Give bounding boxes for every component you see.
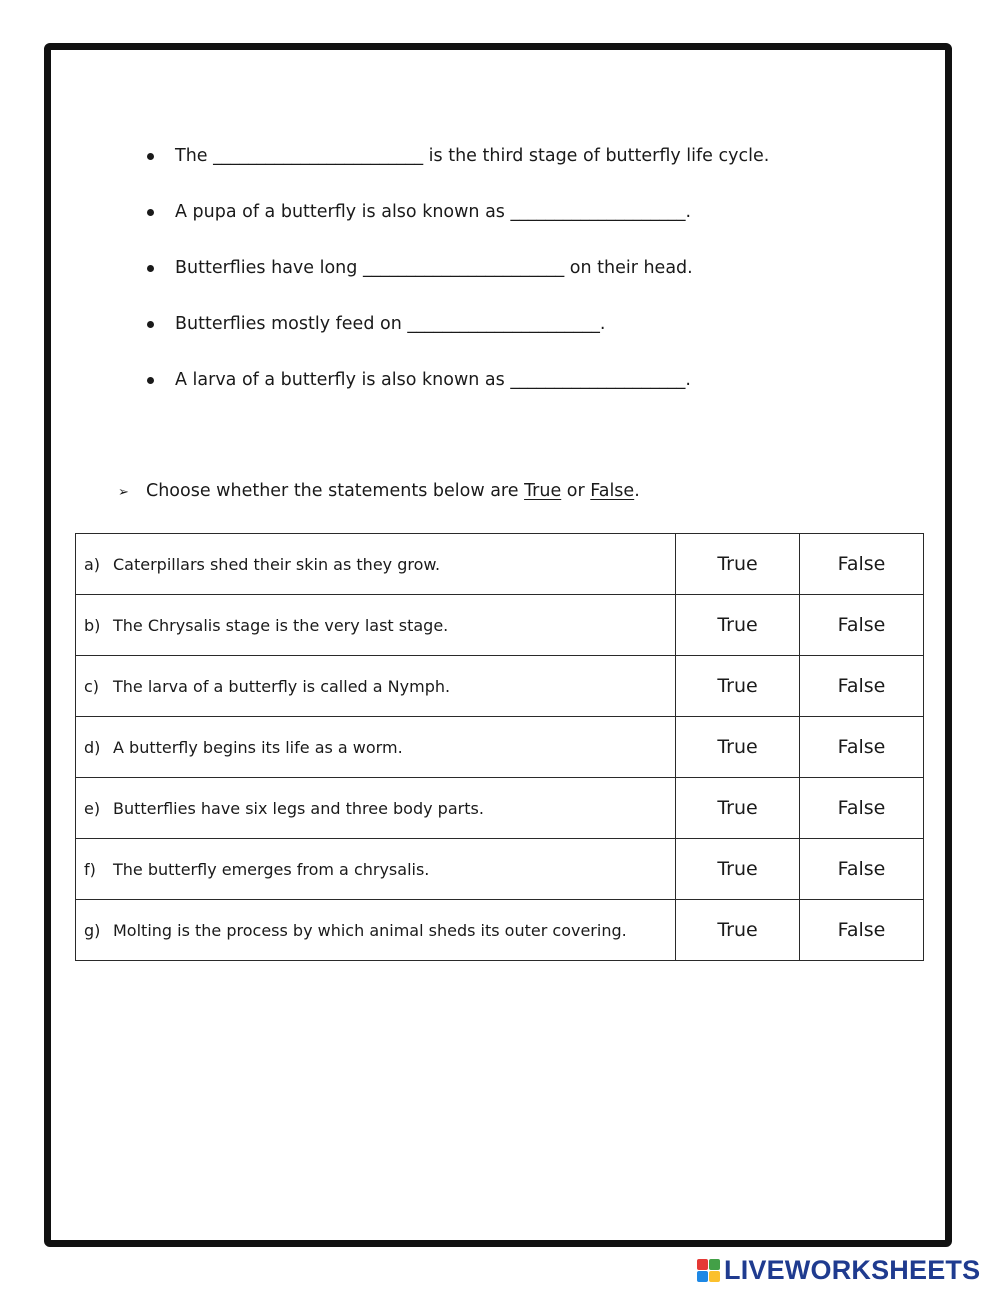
- true-option[interactable]: True: [676, 839, 800, 900]
- logo-mark-icon: [697, 1259, 720, 1282]
- statement-cell: [76, 900, 676, 961]
- bullet-icon: [147, 209, 154, 216]
- blank-question-text: Butterflies have long _______________________ on their head.: [175, 258, 693, 278]
- table-row: [76, 656, 924, 717]
- blank-question-text: A larva of a butterfly is also known as ____________________.: [175, 370, 691, 390]
- fill-in-blank-list: [147, 140, 907, 420]
- logo-square: [709, 1271, 720, 1282]
- logo-square: [697, 1259, 708, 1270]
- blank-question-2[interactable]: [147, 196, 907, 252]
- true-option[interactable]: True: [676, 900, 800, 961]
- blank-question-text: Butterflies mostly feed on ______________________.: [175, 314, 606, 334]
- table-row: [76, 717, 924, 778]
- statement-text: The Chrysalis stage is the very last stage.: [113, 615, 449, 635]
- statement-letter: f): [84, 859, 96, 879]
- blank-question-5[interactable]: [147, 364, 907, 420]
- statement-letter: b): [84, 615, 101, 635]
- false-option[interactable]: False: [800, 839, 924, 900]
- bullet-icon: [147, 153, 154, 160]
- true-false-table: [75, 533, 924, 961]
- blank-question-text: A pupa of a butterfly is also known as ____________________.: [175, 202, 692, 222]
- statement-cell: [76, 534, 676, 595]
- logo-wordmark: LIVEWORKSHEETS: [724, 1254, 981, 1285]
- false-option[interactable]: False: [800, 717, 924, 778]
- statement-letter: e): [84, 798, 101, 818]
- true-option[interactable]: True: [676, 534, 800, 595]
- statement-cell: [76, 595, 676, 656]
- table-row: [76, 778, 924, 839]
- true-option[interactable]: True: [676, 656, 800, 717]
- statement-text: A butterfly begins its life as a worm.: [113, 737, 403, 757]
- bullet-icon: [147, 377, 154, 384]
- statement-letter: a): [84, 554, 101, 574]
- false-option[interactable]: False: [800, 595, 924, 656]
- statement-text: The butterfly emerges from a chrysalis.: [113, 859, 430, 879]
- false-option[interactable]: False: [800, 656, 924, 717]
- blank-question-3[interactable]: [147, 252, 907, 308]
- blank-question-1[interactable]: [147, 140, 907, 196]
- blank-question-text: The ________________________ is the third stage of butterfly life cycle.: [175, 146, 770, 166]
- table-row: [76, 839, 924, 900]
- statement-cell: [76, 839, 676, 900]
- true-option[interactable]: True: [676, 717, 800, 778]
- table-row: [76, 534, 924, 595]
- false-option[interactable]: False: [800, 900, 924, 961]
- false-option[interactable]: False: [800, 534, 924, 595]
- logo-square: [697, 1271, 708, 1282]
- true-false-instruction: ➢ Choose whether the statements below are True or False.: [118, 476, 640, 508]
- statement-letter: c): [84, 676, 100, 696]
- statement-cell: [76, 717, 676, 778]
- logo-square: [709, 1259, 720, 1270]
- statement-cell: [76, 778, 676, 839]
- false-option[interactable]: False: [800, 778, 924, 839]
- statement-text: Caterpillars shed their skin as they grow.: [113, 554, 441, 574]
- table-row: [76, 595, 924, 656]
- statement-text: The larva of a butterfly is called a Nymph.: [113, 676, 451, 696]
- bullet-icon: [147, 265, 154, 272]
- arrow-bullet-icon: ➢: [118, 485, 129, 500]
- table-row: [76, 900, 924, 961]
- blank-question-4[interactable]: [147, 308, 907, 364]
- statement-text: Butterflies have six legs and three body parts.: [113, 798, 484, 818]
- liveworksheets-logo[interactable]: [697, 1253, 980, 1287]
- statement-letter: d): [84, 737, 101, 757]
- true-option[interactable]: True: [676, 595, 800, 656]
- statement-text: Molting is the process by which animal sheds its outer covering.: [113, 920, 627, 940]
- statement-cell: [76, 656, 676, 717]
- true-option[interactable]: True: [676, 778, 800, 839]
- bullet-icon: [147, 321, 154, 328]
- statement-letter: g): [84, 920, 101, 940]
